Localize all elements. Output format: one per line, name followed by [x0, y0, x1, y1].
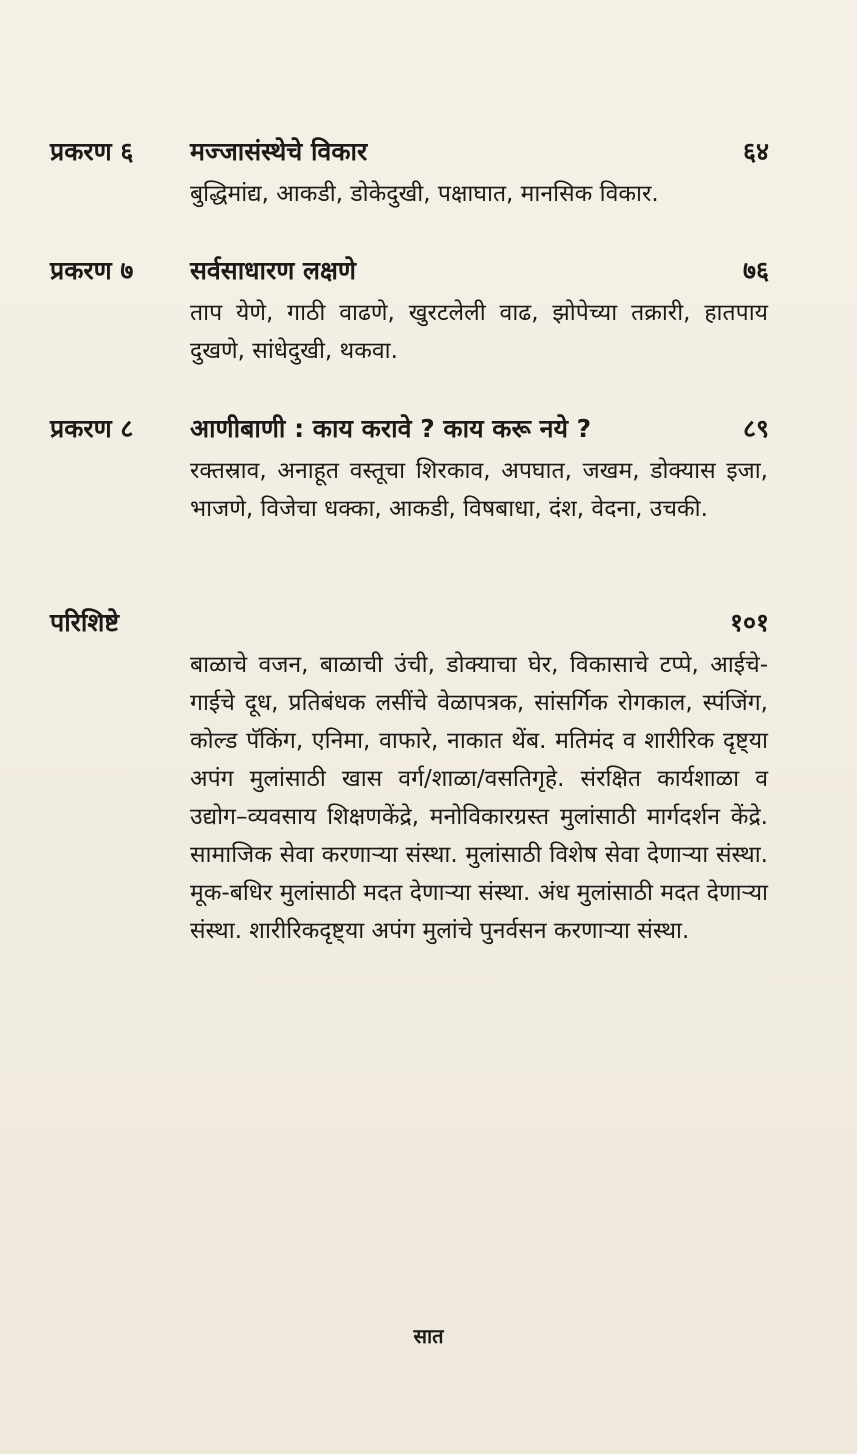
chapter-label: परिशिष्टे	[50, 608, 119, 637]
chapter-title: सर्वसाधारण लक्षणे	[190, 256, 356, 285]
chapter-topics: बुद्धिमांद्य, आकडी, डोकेदुखी, पक्षाघात, मानसिक विकार.	[190, 181, 659, 207]
chapter-title: मज्जासंस्थेचे विकार	[190, 137, 368, 166]
chapter-title: आणीबाणी : काय करावे ? काय करू नये ?	[190, 414, 592, 443]
page-folio: सात	[413, 1324, 444, 1348]
chapter-page-number: ७६	[742, 256, 769, 285]
chapter-topics: रक्तस्राव, अनाहूत वस्तूचा शिरकाव, अपघात, जखम, डोक्यास इजा, भाजणे, विजेचा धक्का, आकडी, विषबाधा, दंश, वेदना, उचकी.	[190, 458, 768, 522]
chapter-page-number: ६४	[742, 137, 769, 166]
chapter-page-number: १०१	[729, 608, 769, 637]
chapter-label: प्रकरण ७	[50, 256, 134, 285]
chapter-page-number: ८९	[742, 414, 769, 443]
chapter-topics: बाळाचे वजन, बाळाची उंची, डोक्याचा घेर, विकासाचे टप्पे, आईचे-गाईचे दूध, प्रतिबंधक लसींचे वेळापत्रक, सांसर्गिक रोगकाल, स्पंजिंग, कोल्ड पॅकिंग, एनिमा, वाफारे, नाकात थेंब. मतिमंद व शारीरिक दृष्ट्या अपंग मुलांसाठी खास वर्ग/शाळा/वसतिगृहे. संरक्षित कार्यशाळा व उद्योग–व्यवसाय शिक्षणकेंद्रे, मनोविकारग्रस्त मुलांसाठी मार्गदर्शन केंद्रे. सामाजिक सेवा करणाऱ्या संस्था. मुलांसाठी विशेष सेवा देणाऱ्या संस्था. मूक-बधिर मुलांसाठी मदत देणाऱ्या संस्था. अंध मुलांसाठी मदत देणाऱ्या संस्था. शारीरिकदृष्ट्या अपंग मुलांचे पुनर्वसन करणाऱ्या संस्था.	[190, 652, 768, 944]
chapter-label: प्रकरण ६	[50, 137, 134, 166]
chapter-label: प्रकरण ८	[50, 414, 134, 443]
chapter-topics: ताप येणे, गाठी वाढणे, खुरटलेली वाढ, झोपेच्या तक्रारी, हातपाय दुखणे, सांधेदुखी, थकवा.	[190, 300, 768, 364]
